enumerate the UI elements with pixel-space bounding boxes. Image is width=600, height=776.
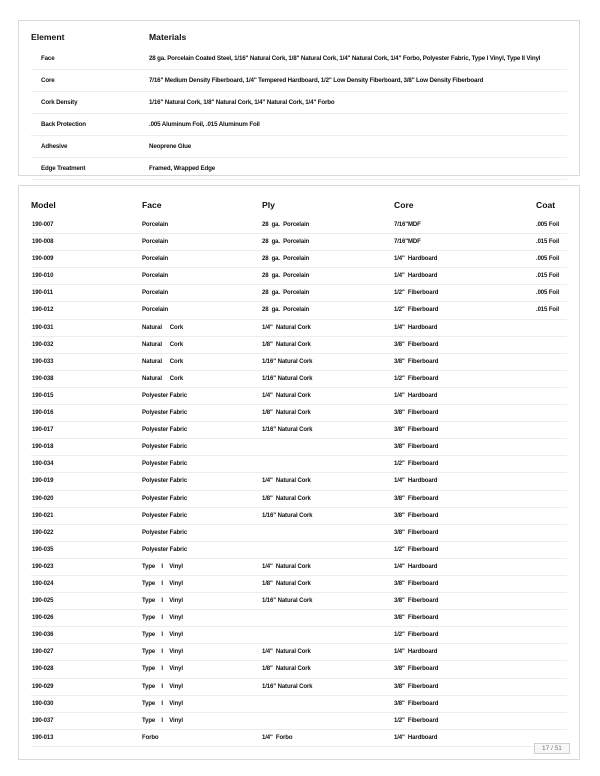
core-cell: 3/8" Fiberboard	[394, 615, 439, 622]
core-cell: 3/8" Fiberboard	[394, 512, 439, 519]
model-cell: 190-019	[32, 478, 54, 485]
table-row	[31, 644, 567, 661]
face-cell: Type I Vinyl	[142, 598, 183, 605]
materials-cell: Neoprene Glue	[149, 143, 192, 150]
table-row	[31, 576, 567, 593]
core-cell: 1/2" Fiberboard	[394, 375, 439, 382]
core-cell: 3/8" Fiberboard	[394, 444, 439, 451]
coat-cell: .005 Foil	[536, 222, 560, 228]
ply-cell: 1/16" Natural Cork	[262, 358, 313, 365]
table-row	[31, 491, 567, 508]
model-cell: 190-035	[32, 546, 54, 553]
model-cell: 190-036	[32, 632, 54, 639]
face-cell: Porcelain	[142, 239, 169, 246]
table-row	[31, 508, 567, 525]
face-cell: Polyester Fabric	[142, 410, 188, 417]
core-cell: 3/8" Fiberboard	[394, 666, 439, 673]
model-cell: 190-023	[32, 563, 54, 570]
core-cell: 7/16"MDF	[394, 222, 421, 228]
header-coat: Coat	[536, 200, 556, 210]
core-cell: 1/4" Hardboard	[394, 324, 438, 331]
header-element: Element	[31, 32, 65, 42]
model-cell: 190-018	[32, 444, 54, 451]
materials-row	[31, 158, 567, 180]
ply-cell: 1/8" Natural Cork	[262, 580, 311, 587]
table-row	[31, 320, 567, 337]
face-cell: Porcelain	[142, 222, 169, 228]
model-cell: 190-026	[32, 615, 54, 622]
model-cell: 190-025	[32, 598, 54, 605]
ply-cell: 1/16" Natural Cork	[262, 683, 313, 690]
table-row	[31, 473, 567, 490]
ply-cell: 1/8" Natural Cork	[262, 410, 311, 417]
models-table-body	[31, 217, 567, 747]
element-cell: Cork Density	[41, 99, 78, 106]
core-cell: 1/2" Fiberboard	[394, 546, 439, 553]
table-row	[31, 542, 567, 559]
ply-cell: 1/16" Natural Cork	[262, 512, 313, 519]
model-cell: 190-012	[32, 307, 54, 314]
core-cell: 3/8" Fiberboard	[394, 683, 439, 690]
ply-cell: 28 ga. Porcelain	[262, 239, 310, 246]
materials-row	[31, 48, 567, 70]
table-row	[31, 593, 567, 610]
materials-row	[31, 92, 567, 114]
models-table	[18, 185, 580, 760]
model-cell: 190-010	[32, 273, 54, 280]
face-cell: Type I Vinyl	[142, 666, 183, 673]
model-cell: 190-020	[32, 495, 54, 502]
ply-cell: 1/4" Natural Cork	[262, 563, 311, 570]
table-row	[31, 559, 567, 576]
core-cell: 1/2" Fiberboard	[394, 307, 439, 314]
model-cell: 190-021	[32, 512, 54, 519]
core-cell: 1/2" Fiberboard	[394, 717, 439, 724]
face-cell: Natural Cork	[142, 375, 184, 382]
table-row	[31, 679, 567, 696]
model-cell: 190-034	[32, 461, 54, 468]
element-cell: Back Protection	[41, 121, 86, 128]
core-cell: 3/8" Fiberboard	[394, 427, 439, 434]
materials-table	[18, 20, 580, 176]
face-cell: Porcelain	[142, 273, 169, 280]
core-cell: 7/16"MDF	[394, 239, 421, 246]
model-cell: 190-013	[32, 734, 54, 741]
core-cell: 3/8" Fiberboard	[394, 410, 439, 417]
page-indicator[interactable]: 17 / 51	[534, 743, 570, 754]
ply-cell: 1/8" Natural Cork	[262, 341, 311, 348]
table-row	[31, 713, 567, 730]
table-row	[31, 439, 567, 456]
ply-cell: 28 ga. Porcelain	[262, 222, 310, 228]
table-row	[31, 251, 567, 268]
core-cell: 1/4" Hardboard	[394, 734, 438, 741]
table-row	[31, 217, 567, 234]
face-cell: Type I Vinyl	[142, 700, 183, 707]
core-cell: 1/2" Fiberboard	[394, 461, 439, 468]
core-cell: 1/4" Hardboard	[394, 478, 438, 485]
model-cell: 190-029	[32, 683, 54, 690]
ply-cell: 1/4" Natural Cork	[262, 392, 311, 399]
table-row	[31, 388, 567, 405]
ply-cell: 1/16" Natural Cork	[262, 427, 313, 434]
core-cell: 3/8" Fiberboard	[394, 529, 439, 536]
materials-table-header	[31, 32, 567, 44]
model-cell: 190-011	[32, 290, 53, 297]
table-row	[31, 730, 567, 747]
ply-cell: 1/8" Natural Cork	[262, 495, 311, 502]
table-row	[31, 422, 567, 439]
ply-cell: 1/4" Natural Cork	[262, 649, 311, 656]
model-cell: 190-008	[32, 239, 54, 246]
face-cell: Polyester Fabric	[142, 444, 188, 451]
table-row	[31, 610, 567, 627]
model-cell: 190-032	[32, 341, 54, 348]
face-cell: Forbo	[142, 734, 159, 741]
materials-cell: 28 ga. Porcelain Coated Steel, 1/16" Natural Cork, 1/8" Natural Cork, 1/4" Natural Cork, 1/4" Forbo, Polyester Fabric, Type I Vinyl, Type II Vinyl	[149, 55, 541, 62]
header-materials: Materials	[149, 32, 187, 42]
table-row	[31, 525, 567, 542]
model-cell: 190-033	[32, 358, 54, 365]
ply-cell: 28 ga. Porcelain	[262, 290, 310, 297]
ply-cell: 1/4" Forbo	[262, 734, 293, 741]
ply-cell: 1/16" Natural Cork	[262, 598, 313, 605]
core-cell: 1/4" Hardboard	[394, 273, 438, 280]
model-cell: 190-037	[32, 717, 54, 724]
ply-cell: 1/4" Natural Cork	[262, 324, 311, 331]
table-row	[31, 354, 567, 371]
face-cell: Polyester Fabric	[142, 461, 188, 468]
table-row	[31, 405, 567, 422]
materials-row	[31, 136, 567, 158]
materials-row	[31, 70, 567, 92]
face-cell: Type I Vinyl	[142, 615, 183, 622]
coat-cell: .005 Foil	[536, 256, 560, 263]
table-row	[31, 456, 567, 473]
model-cell: 190-027	[32, 649, 54, 656]
materials-cell: .005 Aluminum Foil, .015 Aluminum Foil	[149, 121, 260, 128]
header-ply: Ply	[262, 200, 275, 210]
ply-cell: 1/16" Natural Cork	[262, 375, 313, 382]
core-cell: 3/8" Fiberboard	[394, 341, 439, 348]
ply-cell: 1/8" Natural Cork	[262, 666, 311, 673]
model-cell: 190-016	[32, 410, 54, 417]
model-cell: 190-031	[32, 324, 54, 331]
core-cell: 1/4" Hardboard	[394, 392, 438, 399]
coat-cell: .005 Foil	[536, 290, 560, 297]
element-cell: Core	[41, 77, 55, 84]
core-cell: 3/8" Fiberboard	[394, 495, 439, 502]
face-cell: Type I Vinyl	[142, 563, 183, 570]
face-cell: Polyester Fabric	[142, 495, 188, 502]
table-row	[31, 371, 567, 388]
table-row	[31, 302, 567, 319]
face-cell: Type I Vinyl	[142, 632, 183, 639]
ply-cell: 28 ga. Porcelain	[262, 273, 310, 280]
materials-cell: Framed, Wrapped Edge	[149, 165, 215, 172]
coat-cell: .015 Foil	[536, 273, 560, 280]
table-row	[31, 696, 567, 713]
core-cell: 3/8" Fiberboard	[394, 598, 439, 605]
model-cell: 190-015	[32, 392, 54, 399]
face-cell: Type I Vinyl	[142, 580, 183, 587]
face-cell: Natural Cork	[142, 324, 184, 331]
table-row	[31, 661, 567, 678]
element-cell: Edge Treatment	[41, 165, 86, 172]
core-cell: 1/4" Hardboard	[394, 256, 438, 263]
model-cell: 190-024	[32, 580, 54, 587]
materials-row	[31, 114, 567, 136]
core-cell: 3/8" Fiberboard	[394, 580, 439, 587]
model-cell: 190-028	[32, 666, 54, 673]
table-row	[31, 234, 567, 251]
ply-cell: 1/4" Natural Cork	[262, 478, 311, 485]
header-face: Face	[142, 200, 162, 210]
model-cell: 190-007	[32, 222, 54, 228]
coat-cell: .015 Foil	[536, 307, 560, 314]
face-cell: Natural Cork	[142, 358, 184, 365]
model-cell: 190-030	[32, 700, 54, 707]
table-row	[31, 337, 567, 354]
table-row	[31, 285, 567, 302]
face-cell: Polyester Fabric	[142, 392, 188, 399]
materials-cell: 1/16" Natural Cork, 1/8" Natural Cork, 1/4" Natural Cork, 1/4" Forbo	[149, 99, 335, 106]
element-cell: Adhesive	[41, 143, 68, 150]
face-cell: Polyester Fabric	[142, 529, 188, 536]
face-cell: Type I Vinyl	[142, 717, 183, 724]
model-cell: 190-017	[32, 427, 54, 434]
core-cell: 1/4" Hardboard	[394, 649, 438, 656]
face-cell: Polyester Fabric	[142, 546, 188, 553]
materials-cell: 7/16" Medium Density Fiberboard, 1/4" Tempered Hardboard, 1/2" Low Density Fiberboard, 3/8" Low Density Fiberboard	[149, 77, 484, 84]
face-cell: Polyester Fabric	[142, 478, 188, 485]
core-cell: 3/8" Fiberboard	[394, 358, 439, 365]
face-cell: Type I Vinyl	[142, 683, 183, 690]
face-cell: Natural Cork	[142, 341, 184, 348]
core-cell: 1/2" Fiberboard	[394, 290, 439, 297]
face-cell: Porcelain	[142, 307, 169, 314]
table-row	[31, 627, 567, 644]
core-cell: 3/8" Fiberboard	[394, 700, 439, 707]
model-cell: 190-022	[32, 529, 54, 536]
header-core: Core	[394, 200, 414, 210]
face-cell: Polyester Fabric	[142, 512, 188, 519]
header-model: Model	[31, 200, 56, 210]
face-cell: Porcelain	[142, 290, 169, 297]
coat-cell: .015 Foil	[536, 239, 560, 246]
models-table-header	[31, 200, 567, 214]
core-cell: 1/2" Fiberboard	[394, 632, 439, 639]
core-cell: 1/4" Hardboard	[394, 563, 438, 570]
model-cell: 190-038	[32, 375, 54, 382]
model-cell: 190-009	[32, 256, 54, 263]
table-row	[31, 268, 567, 285]
element-cell: Face	[41, 55, 55, 62]
face-cell: Polyester Fabric	[142, 427, 188, 434]
ply-cell: 28 ga. Porcelain	[262, 256, 310, 263]
face-cell: Porcelain	[142, 256, 169, 263]
ply-cell: 28 ga. Porcelain	[262, 307, 310, 314]
face-cell: Type I Vinyl	[142, 649, 183, 656]
